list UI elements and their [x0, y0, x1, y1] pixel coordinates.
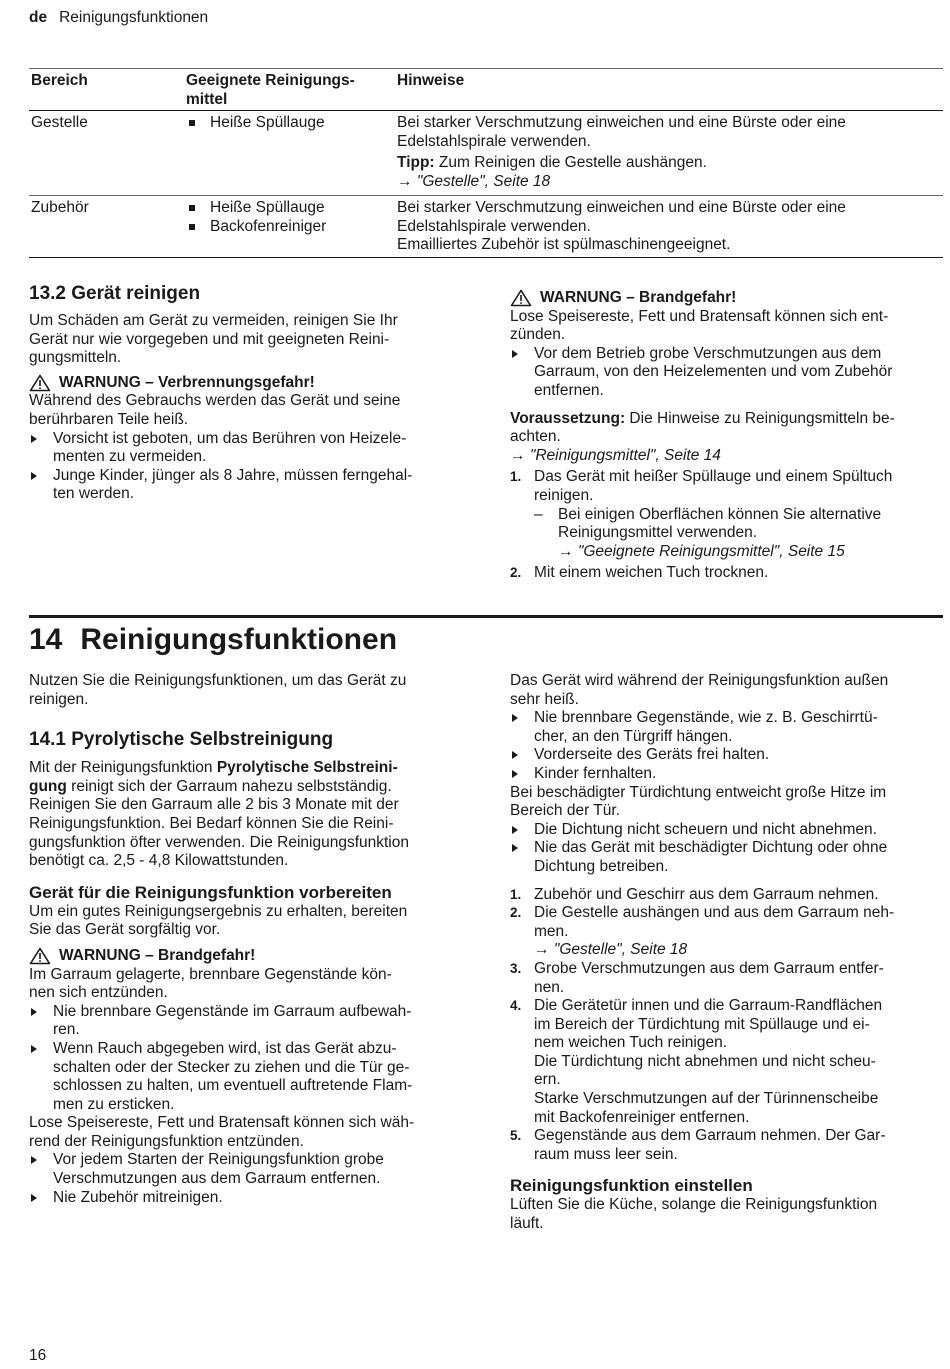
chapter-rule [29, 615, 943, 618]
list-item: Junge Kinder, jünger als 8 Jahre, müssen ferngehal- ten werden. [29, 467, 463, 504]
warning-triangle-icon [29, 947, 51, 965]
list-item: Kinder fernhalten. [510, 765, 944, 784]
door-seal-text: Bei beschädigter Türdichtung entweicht große Hitze im Bereich der Tür. [510, 783, 887, 820]
list-item: 4. Die Gerätetür innen und die Garraum-Randflächen im Bereich der Türdichtung mit Spüllauge und ei- nem weichen Tuch reinigen. Die Türdichtung nicht abnehmen und nicht scheu- ern. Starke Verschmutzungen auf der Türinnenscheibe mit Backofenreiniger entfernen. [510, 997, 883, 1126]
warning-triangle-icon [510, 289, 532, 307]
sub-step: – Bei einigen Oberflächen können Sie alternative Reinigungsmittel verwenden. → "Geeignete Reinigungsmittel", Seite 15 [534, 506, 944, 562]
table-header-area: Bereich [31, 72, 88, 89]
door-seal-list [510, 821, 944, 877]
table-bottom-rule [29, 257, 943, 258]
chapter-14-right [510, 672, 944, 1234]
list-item: Heiße Spüllauge [186, 114, 325, 133]
table-row-rule [29, 195, 943, 196]
chapter-intro: Nutzen Sie die Reinigungsfunktionen, um das Gerät zu reinigen. [29, 672, 407, 708]
table-row-notes: Bei starker Verschmutzung einweichen und eine Bürste oder eine Edelstahlspirale verwenden. Tipp: Zum Reinigen die Gestelle aushängen. → "Gestelle", Seite 18 [397, 114, 846, 190]
warning-fire-list [29, 1003, 463, 1115]
warning-triangle-icon [29, 374, 51, 392]
list-item: 1. Zubehör und Geschirr aus dem Garraum nehmen. [510, 885, 879, 903]
subsection-heading: Gerät für die Reinigungsfunktion vorbereiten [29, 882, 392, 902]
subsection-heading: Reinigungsfunktion einstellen [510, 1176, 753, 1196]
section-heading: 13.2 Gerät reinigen [29, 283, 201, 304]
table-row-notes: Bei starker Verschmutzung einweichen und eine Bürste oder eine Edelstahlspirale verwenden. Emailliertes Zubehör ist spülmaschinengeeignet. [397, 199, 846, 254]
table-row-area: Zubehör [31, 199, 89, 216]
warning-fire-text-2: Lose Speisereste, Fett und Bratensaft können sich wäh- rend der Reinigungsfunktion entzünden. [29, 1114, 415, 1150]
section-heading: 14.1 Pyrolytische Selbstreinigung [29, 729, 334, 751]
section-13-2-right [510, 289, 944, 583]
hot-outside-text: Das Gerät wird während der Reinigungsfunktion außen sehr heiß. [510, 672, 889, 708]
pyrolysis-paragraph: Mit der Reinigungsfunktion Pyrolytische Selbstreini- gung reinigt sich der Garraum nahezu selbstständig. Reinigen Sie den Garraum alle 2 bis 3 Monate mit der Reinigungsfunktion. Bei Bedarf können Sie die Reini- gungsfunktion öfter verwenden. Die Reinigungsfunktion benötigt ca. 2,5 - 4,8 Kilowattstunden. [29, 759, 409, 870]
warning-fire-list [510, 345, 944, 401]
cross-reference-link[interactable]: → "Geeignete Reinigungsmittel", Seite 15 [558, 542, 845, 560]
list-item: 2. Mit einem weichen Tuch trocknen. [510, 564, 769, 582]
table-row-agents [186, 199, 326, 236]
list-item: Nie das Gerät mit beschädigter Dichtung oder ohne Dichtung betreiben. [510, 839, 944, 876]
list-item: Vor jedem Starten der Reinigungsfunktion grobe Verschmutzungen aus dem Garraum entfernen. [29, 1151, 463, 1188]
set-paragraph: Lüften Sie die Küche, solange die Reinigungsfunktion läuft. [510, 1196, 878, 1233]
table-header-notes: Hinweise [397, 72, 465, 89]
warning-fire-title: WARNUNG – Brandgefahr! [510, 289, 944, 308]
cleaning-agents-table [29, 68, 943, 260]
language-code: de [29, 9, 48, 26]
cross-reference-link[interactable]: → "Gestelle", Seite 18 [397, 172, 551, 190]
warning-burn-text: Während des Gebrauchs werden das Gerät und seine berührbaren Teile heiß. [29, 392, 401, 428]
cross-reference-link[interactable]: → "Reinigungsmittel", Seite 14 [510, 446, 721, 464]
warning-fire-text: Lose Speisereste, Fett und Bratensaft können sich ent- zünden. [510, 307, 889, 344]
section-13-2-left [29, 283, 463, 504]
list-item: Nie brennbare Gegenstände, wie z. B. Geschirrtü- cher, an den Türgriff hängen. [510, 709, 944, 746]
cleaning-steps [510, 468, 944, 583]
header-section-title: Reinigungsfunktionen [59, 9, 209, 26]
warning-burn-title: WARNUNG – Verbrennungsgefahr! [29, 374, 463, 393]
intro-paragraph: Um Schäden am Gerät zu vermeiden, reinigen Sie Ihr Gerät nur wie vorgegeben und mit geeigneten Reini- gungsmitteln. [29, 312, 398, 367]
list-item: Vor dem Betrieb grobe Verschmutzungen aus dem Garraum, von den Heizelementen und vom Zubehör entfernen. [510, 345, 944, 401]
list-item: Vorderseite des Geräts frei halten. [510, 746, 944, 765]
table-row-area: Gestelle [31, 114, 88, 131]
list-item: Wenn Rauch abgegeben wird, ist das Gerät abzu- schalten oder der Stecker zu ziehen und die Tür ge- schlossen zu halten, um eventuell auftretende Flam- men zu ersticken. [29, 1040, 463, 1114]
list-item: Vorsicht ist geboten, um das Berühren von Heizele- menten zu vermeiden. [29, 430, 463, 467]
list-item: 3. Grobe Verschmutzungen aus dem Garraum entfer- nen. [510, 959, 884, 996]
list-item: Die Dichtung nicht scheuern und nicht abnehmen. [510, 821, 944, 840]
list-item: 1. Das Gerät mit heißer Spüllauge und einem Spültuch reinigen. – Bei einigen Oberflächen können Sie alternative Reinigungsmittel verwenden. → "Geeignete Reinigungsmittel", Seite 15 [510, 468, 944, 561]
table-header-agents: Geeignete Reinigungs- mittel [186, 72, 355, 108]
table-top-rule [29, 68, 943, 69]
warning-fire-list-2 [29, 1151, 463, 1207]
warning-burn-list [29, 430, 463, 504]
running-header [29, 9, 208, 28]
list-item: 5. Gegenstände aus dem Garraum nehmen. Der Gar- raum muss leer sein. [510, 1127, 886, 1163]
preparation-steps [510, 886, 944, 1165]
list-item: Backofenreiniger [186, 218, 326, 237]
table-row-agents [186, 114, 325, 133]
prep-paragraph: Um ein gutes Reinigungsergebnis zu erhalten, bereiten Sie das Gerät sorgfältig vor. [29, 902, 408, 939]
warning-fire-title: WARNUNG – Brandgefahr! [29, 947, 463, 966]
cross-reference-link[interactable]: → "Gestelle", Seite 18 [534, 941, 688, 959]
chapter-number: 14 [29, 623, 63, 656]
chapter-14-left [29, 672, 463, 1207]
prerequisite: Voraussetzung: Die Hinweise zu Reinigungsmitteln be- achten. → "Reinigungsmittel", Seite 14 [510, 410, 944, 466]
list-item: Nie brennbare Gegenstände im Garraum aufbewah- ren. [29, 1003, 463, 1040]
chapter-title: Reinigungsfunktionen [80, 623, 398, 656]
hot-outside-list [510, 709, 944, 783]
list-item: 2. Die Gestelle aushängen und aus dem Garraum neh- men. → "Gestelle", Seite 18 [510, 904, 944, 960]
table-header-rule [29, 110, 943, 111]
chapter-heading [29, 622, 397, 658]
list-item: Heiße Spüllauge [186, 199, 326, 218]
warning-fire-text: Im Garraum gelagerte, brennbare Gegenstände kön- nen sich entzünden. [29, 965, 392, 1002]
page-number: 16 [29, 1347, 47, 1364]
list-item: Nie Zubehör mitreinigen. [29, 1189, 463, 1208]
